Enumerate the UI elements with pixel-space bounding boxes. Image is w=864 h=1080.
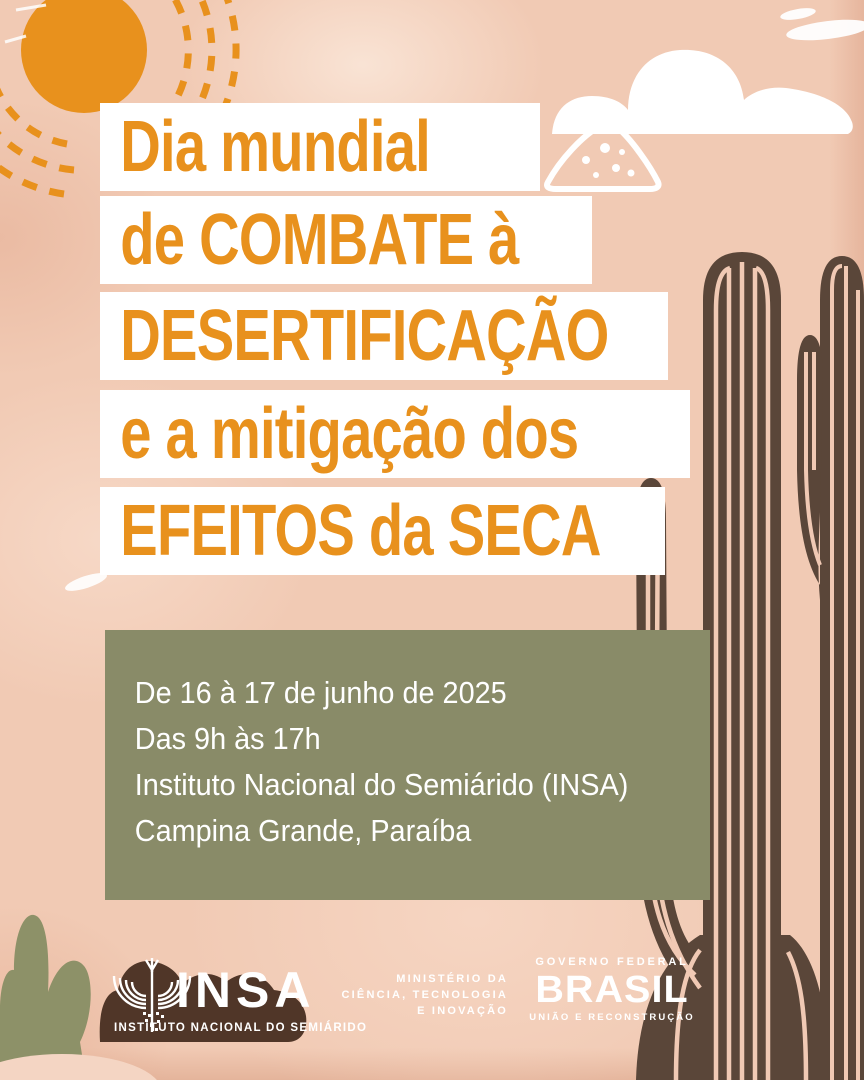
government-logo	[528, 956, 696, 1023]
event-city: Campina Grande, Paraíba	[134, 813, 472, 848]
title-line-4: e a mitigação dos	[120, 394, 579, 474]
title-line-5: EFEITOS da SECA	[120, 491, 601, 571]
title-line-3: DESERTIFICAÇÃO	[120, 296, 609, 376]
government-logo-bottom: UNIÃO E RECONSTRUÇÃO	[529, 1012, 695, 1023]
government-logo-brand: BRASIL	[535, 969, 689, 1011]
insa-logo-name: INSTITUTO NACIONAL DO SEMIÁRIDO	[114, 1022, 368, 1034]
ministry-logo	[342, 971, 508, 1019]
title-line-1: Dia mundial	[120, 107, 430, 187]
ministry-line-2: CIÊNCIA, TECNOLOGIA	[341, 989, 508, 1001]
event-venue: Instituto Nacional do Semiárido (INSA)	[134, 767, 629, 802]
ministry-line-1: MINISTÉRIO DA	[396, 973, 508, 985]
insa-logo-acronym: INSA	[176, 962, 316, 1018]
event-time: Das 9h às 17h	[134, 721, 321, 756]
footer-peach-blob	[0, 1054, 162, 1080]
event-date: De 16 à 17 de junho de 2025	[134, 675, 507, 710]
ministry-line-3: E INOVAÇÃO	[417, 1005, 508, 1017]
government-logo-top: GOVERNO FEDERAL	[535, 956, 689, 968]
title-line-2: de COMBATE à	[120, 200, 519, 280]
